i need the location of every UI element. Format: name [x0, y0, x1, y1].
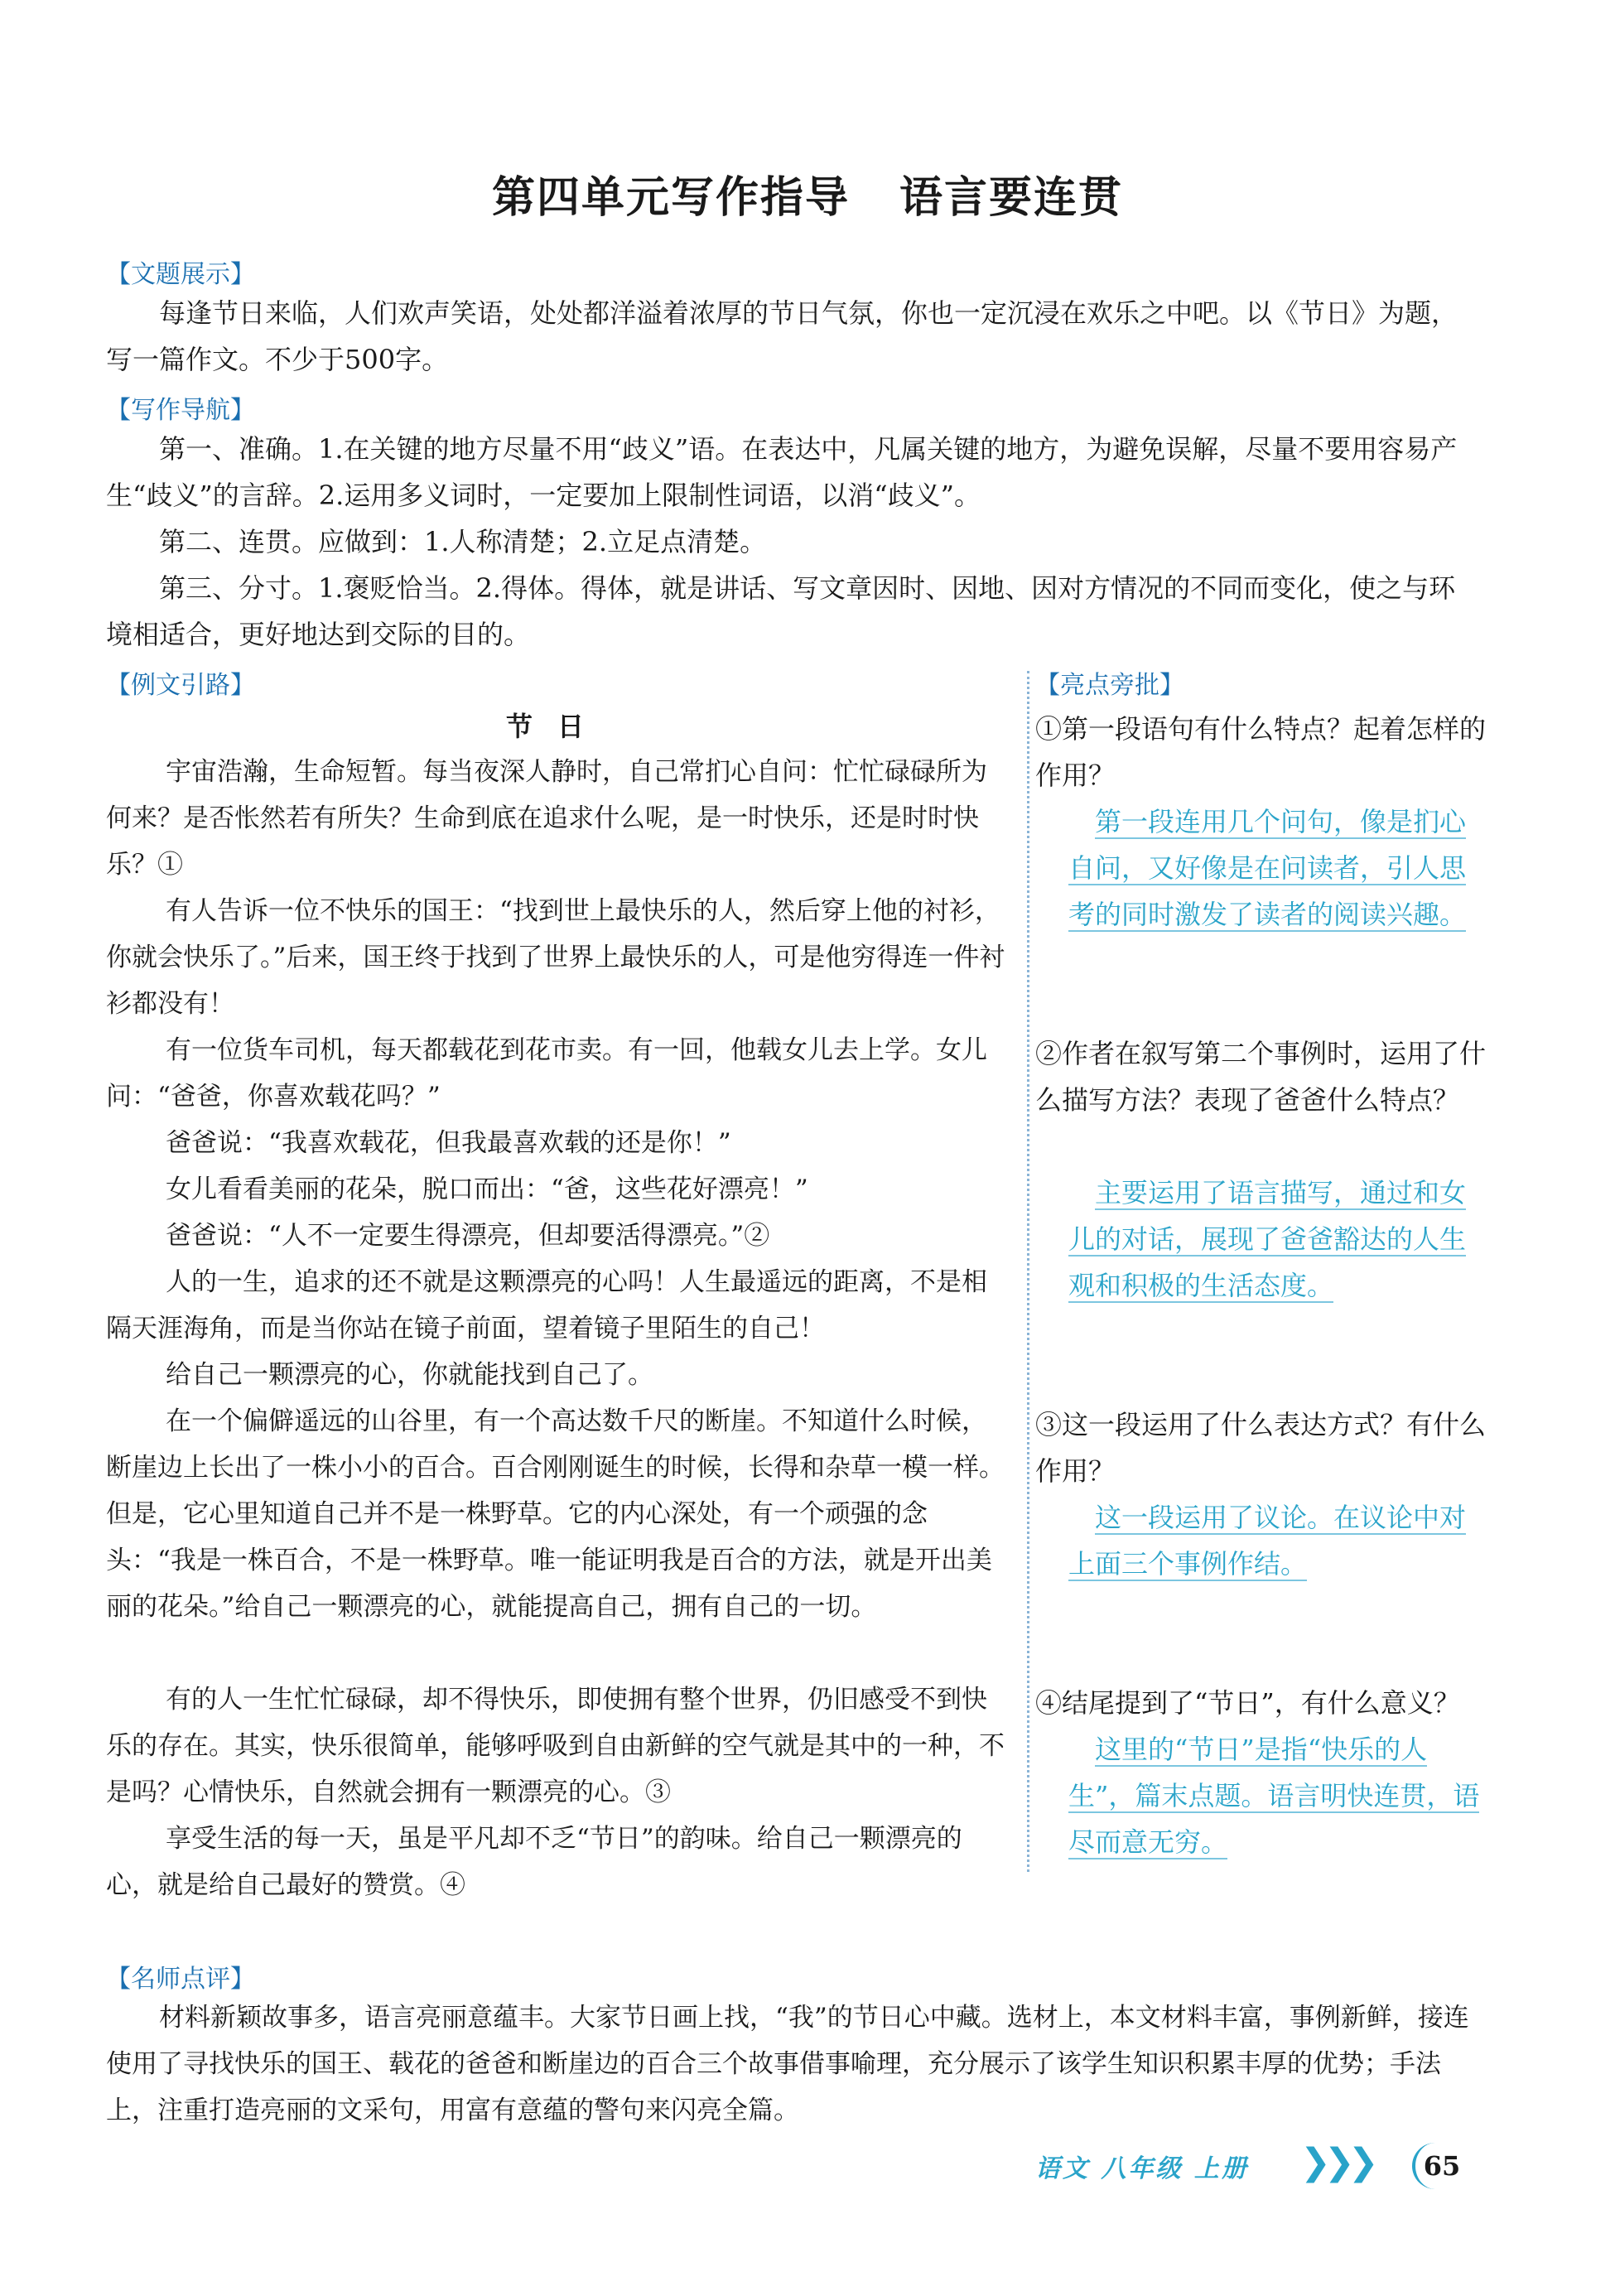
guide-para: 第一、准确。1.在关键的地方尽量不用“歧义”语。在表达中，凡属关键的地方，为避免误解，尽量不要用容易产生“歧义”的言辞。2.运用多义词时，一定要加上限制性词语，以消“歧义”。: [106, 433, 1458, 511]
essay-para: 给自己一颗漂亮的心，你就能找到自己了。: [166, 1360, 653, 1390]
note-question: ③这一段运用了什么表达方式？有什么作用？: [1035, 1409, 1487, 1487]
guide-para: 第三、分寸。1.褒贬恰当。2.得体。得体，就是讲话、写文章因时、因地、因对方情况的不同而变化，使之与环境相适合，更好地达到交际的目的。: [106, 572, 1456, 650]
essay-para: 爸爸说：“我喜欢载花，但我最喜欢载的还是你！”: [166, 1128, 731, 1158]
note-question: ②作者在叙写第二个事例时，运用了什么描写方法？表现了爸爸什么特点？: [1035, 1038, 1487, 1116]
review-text: 材料新颖故事多，语言亮丽意蕴丰。大家节日画上找，“我”的节日心中藏。选材上，本文材料丰富，事例新鲜，接连使用了寻找快乐的国王、载花的爸爸和断崖边的百合三个故事借事喻理，充分展示了该学生知识积累丰厚的优势；手法上，注重打造亮丽的文采句，用富有意蕴的警句来闪亮全篇。: [106, 2003, 1469, 2125]
prompt-text: 每逢节日来临，人们欢声笑语，处处都洋溢着浓厚的节日气氛，你也一定沉浸在欢乐之中吧。以《节日》为题，写一篇作文。不少于500字。: [106, 297, 1458, 375]
page-number: 65: [1412, 2143, 1468, 2189]
page-footer: [1035, 2141, 1499, 2191]
essay-para: 宇宙浩瀚，生命短暂。每当夜深人静时，自己常扪心自问：忙忙碌碌所为何来？是否怅然若有所失？生命到底在追求什么呢，是一时快乐，还是时时快乐？①: [106, 757, 987, 880]
essay-para: 有的人一生忙忙碌碌，却不得快乐，即使拥有整个世界，仍旧感受不到快乐的存在。其实，快乐很简单，能够呼吸到自由新鲜的空气就是其中的一种，不是吗？心情快乐，自然就会拥有一颗漂亮的心。③: [106, 1685, 1005, 1807]
section-label-guide: 【写作导航】: [106, 396, 255, 425]
note-answer: 第一段连用几个问句，像是扪心自问，又好像是在问读者，引人思考的同时激发了读者的阅读兴趣。: [1068, 806, 1467, 930]
note-question: ①第一段语句有什么特点？起着怎样的作用？: [1035, 713, 1487, 791]
essay-title: 节日: [505, 711, 609, 742]
essay-para: 在一个偏僻遥远的山谷里，有一个高达数千尺的断崖。不知道什么时候，断崖边上长出了一株小小的百合。百合刚刚诞生的时候，长得和杂草一模一样。但是，它心里知道自己并不是一株野草。它的内心深处，有一个顽强的念头：“我是一株百合，不是一株野草。唯一能证明我是百合的方法，就是开出美丽的花朵。”给自己一颗漂亮的心，就能提高自己，拥有自己的一切。: [106, 1406, 1005, 1622]
essay-para: 享受生活的每一天，虽是平凡却不乏“节日”的韵味。给自己一颗漂亮的心，就是给自己最好的赞赏。④: [106, 1824, 962, 1900]
section-label-prompt: 【文题展示】: [106, 260, 255, 289]
note-answer: 这一段运用了议论。在议论中对上面三个事例作结。: [1068, 1502, 1467, 1580]
note-answer: 这里的“节日”是指“快乐的人生”，篇末点题。语言明快连贯，语尽而意无穷。: [1068, 1734, 1480, 1858]
essay-para: 有人告诉一位不快乐的国王：“找到世上最快乐的人，然后穿上他的衬衫，你就会快乐了。”后来，国王终于找到了世界上最快乐的人，可是他穷得连一件衬衫都没有！: [106, 896, 1005, 1019]
column-divider: [1027, 671, 1029, 1872]
essay-para: 有一位货车司机，每天都载花到花市卖。有一回，他载女儿去上学。女儿问：“爸爸，你喜欢载花吗？”: [106, 1035, 987, 1112]
essay-para: 人的一生，追求的还不就是这颗漂亮的心吗！人生最遥远的距离，不是相隔天涯海角，而是当你站在镜子前面，望着镜子里陌生的自己！: [106, 1267, 987, 1343]
note-answer: 主要运用了语言描写，通过和女儿的对话，展现了爸爸豁达的人生观和积极的生活态度。: [1068, 1177, 1467, 1301]
section-label-example: 【例文引路】: [106, 671, 255, 700]
chevron-right-icon: ❯❯❯: [1300, 2141, 1372, 2183]
guide-para: 第二、连贯。应做到：1.人称清楚；2.立足点清楚。: [159, 526, 767, 557]
page-title: 第四单元写作指导 语言要连贯: [491, 173, 1124, 223]
footer-subject: 语文 八年级 上册: [1035, 2154, 1249, 2183]
section-label-review: 【名师点评】: [106, 1965, 255, 1994]
essay-para: 女儿看看美丽的花朵，脱口而出：“爸，这些花好漂亮！”: [166, 1175, 808, 1204]
section-label-notes: 【亮点旁批】: [1035, 671, 1184, 700]
note-question: ④结尾提到了“节日”，有什么意义？: [1035, 1687, 1460, 1719]
essay-para: 爸爸说：“人不一定要生得漂亮，但却要活得漂亮。”②: [166, 1221, 770, 1251]
